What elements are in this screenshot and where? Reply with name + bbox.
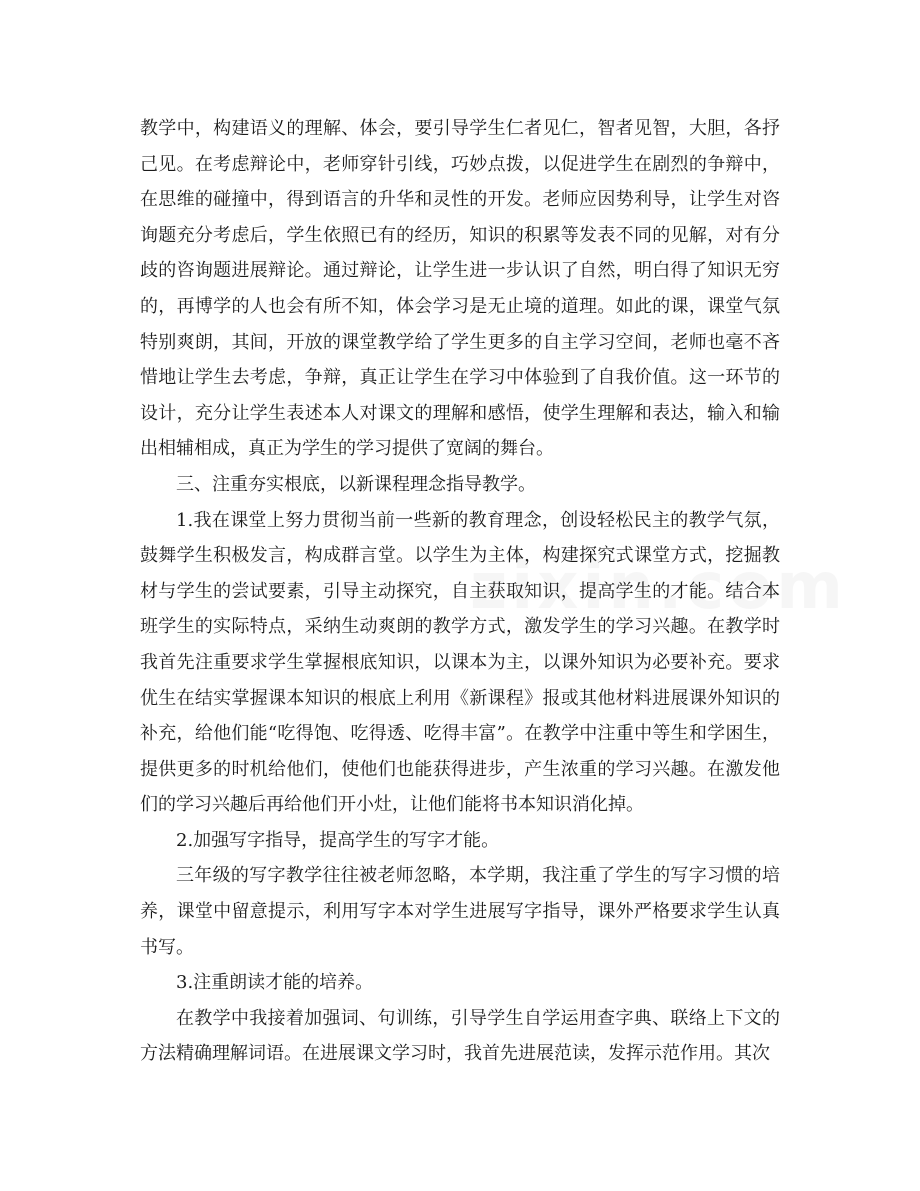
section-heading-3: 三、注重夯实根底，以新课程理念指导教学。	[176, 473, 536, 495]
paragraph-item-3-body: 在教学中我接着加强词、句训练，引导学生自学运用查字典、联络上下文的方法精确理解词语。在进展课文学习时，我首先进展范读，发挥示范作用。其次	[140, 1007, 780, 1065]
paragraph-item-3-heading: 3.注重朗读才能的培养。	[176, 972, 374, 994]
paragraph-item-1: 1.我在课堂上努力贯彻当前一些新的教育理念，创设轻松民主的教学气氛，鼓舞学生积极发言，构成群言堂。以学生为主体，构建探究式课堂方式，挖掘教材与学生的尝试要素，引导主动探究，自主获取知识，提高学生的才能。结合本班学生的实际特点，采纳生动爽朗的教学方式，激发学生的学习兴趣。在教学时我首先注重要求学生掌握根底知识，以课本为主，以课外知识为必要补充。要求优生在结实掌握课本知识的根底上利用《新课程》报或其他材料进展课外知识的补充，给他们能“吃得饱、吃得透、吃得丰富”。在教学中注重中等生和学困生，提供更多的时机给他们，使他们也能获得进步，产生浓重的学习兴趣。在激发他们的学习兴趣后再给他们开小灶，让他们能将书本知识消化掉。	[140, 509, 780, 816]
document-body	[140, 111, 780, 1072]
paragraph-item-2-heading: 2.加强写字指导，提高学生的写字才能。	[176, 829, 500, 851]
paragraph-1: 教学中，构建语义的理解、体会，要引导学生仁者见仁，智者见智，大胆，各抒己见。在考虑辩论中，老师穿针引线，巧妙点拨，以促进学生在剧烈的争辩中，在思维的碰撞中，得到语言的升华和灵性的开发。老师应因势利导，让学生对咨询题充分考虑后，学生依照已有的经历，知识的积累等发表不同的见解，对有分歧的咨询题进展辩论。通过辩论，让学生进一步认识了自然，明白得了知识无穷的，再博学的人也会有所不知，体会学习是无止境的道理。如此的课，课堂气氛特别爽朗，其间，开放的课堂教学给了学生更多的自主学习空间，老师也毫不吝惜地让学生去考虑，争辩，真正让学生在学习中体验到了自我价值。这一环节的设计，充分让学生表述本人对课文的理解和感悟，使学生理解和表达，输入和输出相辅相成，真正为学生的学习提供了宽阔的舞台。	[140, 118, 780, 460]
paragraph-item-2-body: 三年级的写字教学往往被老师忽略，本学期，我注重了学生的写字习惯的培养，课堂中留意提示，利用写字本对学生进展写字指导，课外严格要求学生认真书写。	[140, 865, 780, 958]
